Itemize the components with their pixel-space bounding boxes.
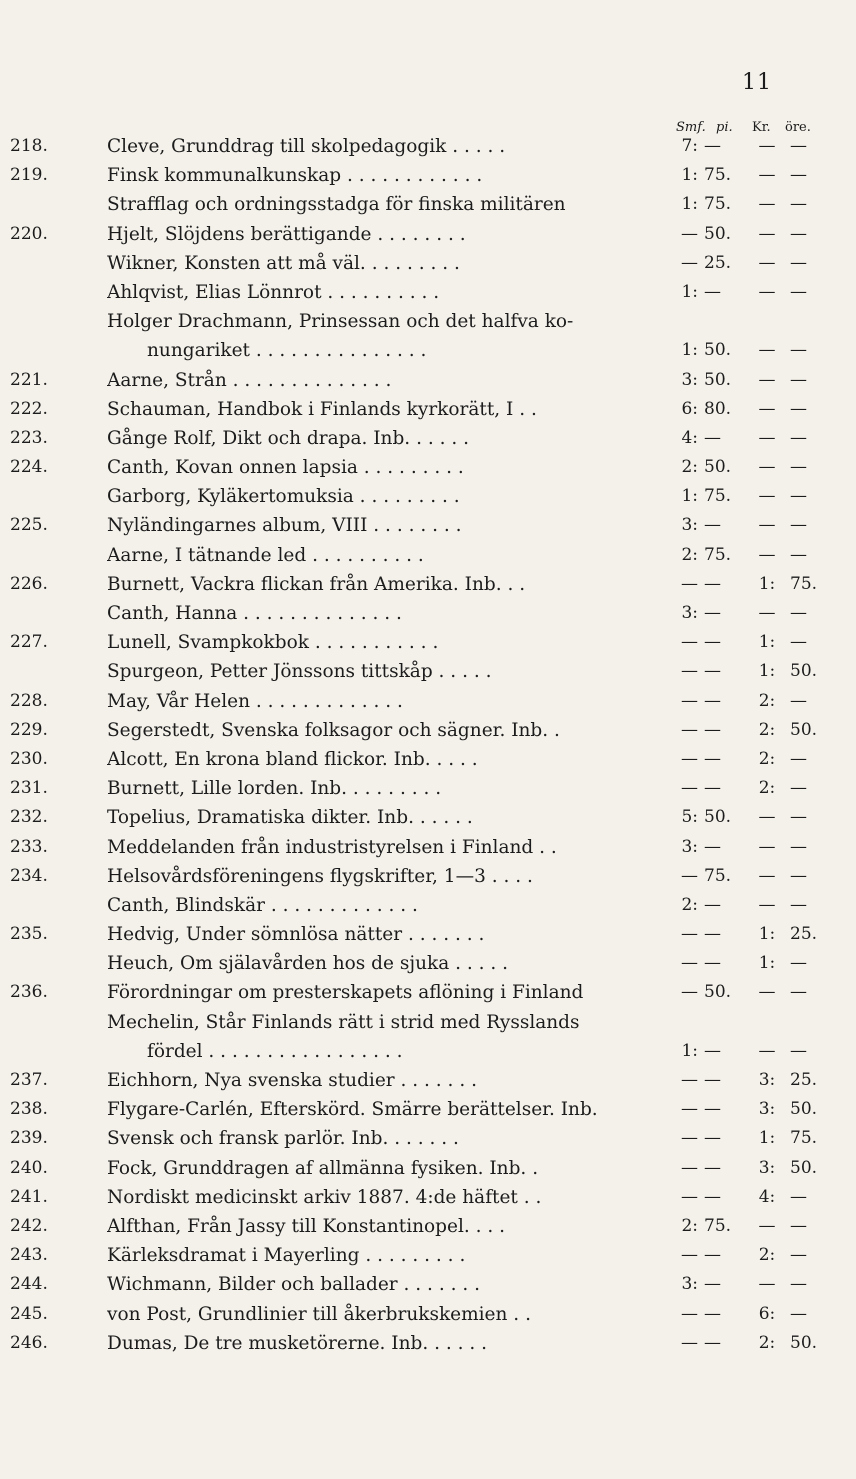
- entry-title: Wichmann, Bilder och ballader . . . . . . .: [107, 1274, 480, 1296]
- price-col-2: —: [704, 1128, 721, 1149]
- price-col-3: —: [758, 194, 776, 215]
- catalog-entry: [0, 1095, 856, 1124]
- price-col-2: —: [704, 719, 721, 740]
- catalog-entry: [0, 745, 856, 774]
- price-col-4: 50.: [790, 1157, 818, 1178]
- entry-title: Gånge Rolf, Dikt och drapa. Inb. . . . . .: [107, 427, 469, 449]
- price-col-3: —: [758, 515, 776, 536]
- price-col-1: —: [681, 1303, 698, 1324]
- price-col-1: —: [681, 953, 698, 974]
- price-col-3: 2:: [758, 748, 776, 769]
- entry-title: fördel . . . . . . . . . . . . . . . . .: [147, 1040, 403, 1062]
- price-col-4: —: [790, 836, 807, 857]
- entry-number: 225.: [10, 515, 48, 536]
- entry-title: Spurgeon, Petter Jönssons tittskåp . . . . .: [107, 661, 492, 683]
- price-col-4: —: [790, 807, 807, 828]
- entry-title: Nordiskt medicinskt arkiv 1887. 4:de häftet . .: [107, 1186, 542, 1208]
- price-col-1: 1:: [681, 1040, 698, 1061]
- price-col-3: —: [758, 865, 776, 886]
- price-col-4: —: [790, 982, 807, 1003]
- price-col-4: —: [790, 369, 807, 390]
- entry-title: Finsk kommunalkunskap . . . . . . . . . . . .: [107, 165, 483, 187]
- price-col-4: —: [790, 281, 807, 302]
- price-col-1: —: [681, 223, 698, 244]
- price-col-2: 50.: [704, 807, 732, 828]
- catalog-entry: [0, 978, 856, 1007]
- price-col-3: 1:: [758, 661, 776, 682]
- entry-title: Alcott, En krona bland flickor. Inb. . . . .: [107, 748, 478, 770]
- price-col-1: —: [681, 778, 698, 799]
- price-col-2: 75.: [704, 165, 732, 186]
- entry-title: Eichhorn, Nya svenska studier . . . . . . .: [107, 1070, 477, 1091]
- price-col-4: 75.: [790, 1128, 818, 1149]
- price-col-4: —: [790, 427, 807, 448]
- catalog-entry: [0, 657, 856, 686]
- entry-title: May, Vår Helen . . . . . . . . . . . . .: [107, 690, 403, 712]
- price-col-3: —: [758, 136, 776, 156]
- catalog-entry: [0, 1212, 856, 1241]
- entry-title: Lunell, Svampkokbok . . . . . . . . . . .: [107, 632, 439, 654]
- price-col-3: —: [758, 165, 776, 186]
- price-col-1: —: [681, 252, 698, 273]
- price-col-2: —: [704, 515, 721, 536]
- entry-number: 231.: [10, 778, 48, 799]
- price-col-2: 50.: [704, 340, 732, 361]
- price-col-3: —: [758, 398, 776, 419]
- entry-number: 233.: [10, 836, 48, 857]
- catalog-entry: [0, 1241, 856, 1270]
- entry-number: 222.: [10, 398, 48, 419]
- catalog-entry: [0, 220, 856, 249]
- price-col-3: 1:: [758, 573, 776, 594]
- price-col-2: —: [704, 778, 721, 799]
- catalog-entry: [0, 1008, 856, 1037]
- price-col-3: —: [758, 427, 776, 448]
- price-col-2: 25.: [704, 252, 732, 273]
- entry-number: 232.: [10, 807, 48, 828]
- price-col-2: —: [704, 690, 721, 711]
- entry-title: Cleve, Grunddrag till skolpedagogik . . . . .: [107, 136, 506, 157]
- price-col-1: 5:: [681, 807, 698, 828]
- entry-title: Helsovårdsföreningens flygskrifter, 1—3 . . . .: [107, 865, 533, 887]
- entry-number: 244.: [10, 1274, 48, 1295]
- price-col-1: 1:: [681, 281, 698, 302]
- price-col-4: 50.: [790, 1099, 818, 1120]
- price-col-3: —: [758, 603, 776, 623]
- price-col-3: 3:: [758, 1157, 776, 1178]
- price-col-3: —: [758, 1215, 776, 1236]
- price-col-4: —: [790, 603, 807, 623]
- price-col-2: —: [704, 1040, 721, 1061]
- price-col-4: 25.: [790, 924, 818, 945]
- price-col-2: —: [704, 1186, 721, 1207]
- catalog-entry: [0, 1066, 856, 1095]
- price-col-4: —: [790, 894, 807, 915]
- price-col-2: 50.: [704, 223, 732, 244]
- catalog-entry: [0, 716, 856, 745]
- price-col-4: —: [790, 1215, 807, 1236]
- price-col-1: 2:: [681, 1215, 698, 1236]
- catalog-entry: [0, 803, 856, 832]
- entry-title: Svensk och fransk parlör. Inb. . . . . . .: [107, 1128, 459, 1150]
- price-col-1: 7:: [681, 136, 698, 156]
- price-col-2: —: [704, 894, 721, 915]
- price-col-4: —: [790, 165, 807, 186]
- price-col-2: 50.: [704, 457, 732, 478]
- entry-number: 235.: [10, 924, 48, 945]
- price-col-1: 3:: [681, 369, 698, 390]
- price-col-1: —: [681, 1332, 698, 1353]
- entry-number: 237.: [10, 1070, 48, 1090]
- catalog-entry: [0, 424, 856, 453]
- catalog-entry: [0, 366, 856, 395]
- price-col-2: —: [704, 1274, 721, 1295]
- price-col-3: —: [758, 252, 776, 273]
- catalog-entry: [0, 190, 856, 219]
- price-col-4: —: [790, 865, 807, 886]
- price-col-4: —: [790, 223, 807, 244]
- price-col-3: 6:: [758, 1303, 776, 1324]
- price-col-4: —: [790, 1303, 807, 1324]
- catalog-entry: [0, 161, 856, 190]
- price-col-4: —: [790, 398, 807, 419]
- entry-title: Dumas, De tre musketörerne. Inb. . . . . .: [107, 1332, 488, 1354]
- catalog-entry: [0, 307, 856, 336]
- column-header-smf: Smf.: [676, 120, 706, 135]
- entry-number: 219.: [10, 165, 48, 186]
- price-col-1: —: [681, 632, 698, 653]
- price-col-1: —: [681, 748, 698, 769]
- price-col-2: —: [704, 748, 721, 769]
- entry-number: 240.: [10, 1157, 48, 1178]
- catalog-entry: [0, 1037, 856, 1066]
- catalog-entry: [0, 541, 856, 570]
- catalog-entry: [0, 278, 856, 307]
- entry-title: Förordningar om presterskapets aflöning i Finland: [107, 982, 584, 1004]
- price-col-2: 75.: [704, 1215, 732, 1236]
- entry-title: Strafflag och ordningsstadga för finska militären: [107, 194, 566, 216]
- page-number: 11: [742, 70, 772, 95]
- entry-number: 226.: [10, 573, 48, 594]
- entry-title: Burnett, Vackra flickan från Amerika. Inb. . .: [107, 573, 526, 595]
- entry-number: 227.: [10, 632, 48, 653]
- price-col-4: 75.: [790, 573, 818, 594]
- entry-title: Kärleksdramat i Mayerling . . . . . . . . .: [107, 1245, 466, 1267]
- price-col-1: —: [681, 865, 698, 886]
- price-col-3: 3:: [758, 1070, 776, 1090]
- price-col-2: 80.: [704, 398, 732, 419]
- price-col-1: —: [681, 1245, 698, 1266]
- price-col-3: 1:: [758, 1128, 776, 1149]
- entry-number: 245.: [10, 1303, 48, 1324]
- price-col-4: —: [790, 1274, 807, 1295]
- price-col-2: 75.: [704, 544, 732, 565]
- entry-title: nungariket . . . . . . . . . . . . . . .: [147, 340, 427, 362]
- catalog-entry: [0, 687, 856, 716]
- price-col-3: —: [758, 340, 776, 361]
- price-col-1: 3:: [681, 603, 698, 623]
- price-col-2: —: [704, 427, 721, 448]
- price-col-4: —: [790, 515, 807, 536]
- entry-title: Garborg, Kyläkertomuksia . . . . . . . . .: [107, 486, 460, 508]
- entry-title: Canth, Hanna . . . . . . . . . . . . . .: [107, 603, 402, 624]
- price-col-3: —: [758, 1274, 776, 1295]
- price-col-3: —: [758, 807, 776, 828]
- catalog-entries: [0, 132, 856, 1358]
- entry-title: Canth, Kovan onnen lapsia . . . . . . . . .: [107, 457, 464, 479]
- price-col-1: —: [681, 982, 698, 1003]
- price-col-3: —: [758, 486, 776, 507]
- price-col-2: —: [704, 836, 721, 857]
- price-col-2: —: [704, 924, 721, 945]
- entry-title: Hjelt, Slöjdens berättigande . . . . . . . .: [107, 223, 466, 245]
- entry-title: Meddelanden från industristyrelsen i Finland . .: [107, 836, 557, 858]
- entry-number: 234.: [10, 865, 48, 886]
- price-col-2: —: [704, 1157, 721, 1178]
- price-col-2: 75.: [704, 194, 732, 215]
- entry-title: Mechelin, Står Finlands rätt i strid med Rysslands: [107, 1011, 580, 1033]
- catalog-entry: [0, 891, 856, 920]
- price-col-3: 2:: [758, 1245, 776, 1266]
- price-col-2: —: [704, 1245, 721, 1266]
- price-col-3: 2:: [758, 690, 776, 711]
- price-col-2: 75.: [704, 865, 732, 886]
- price-col-1: —: [681, 719, 698, 740]
- entry-title: Burnett, Lille lorden. Inb. . . . . . . . .: [107, 778, 442, 800]
- entry-title: Heuch, Om själavården hos de sjuka . . . . .: [107, 953, 509, 975]
- catalog-entry: [0, 453, 856, 482]
- price-col-1: 1:: [681, 340, 698, 361]
- entry-title: Segerstedt, Svenska folksagor och sägner. Inb. .: [107, 719, 560, 741]
- price-col-2: 50.: [704, 982, 732, 1003]
- price-col-3: —: [758, 894, 776, 915]
- entry-number: 223.: [10, 427, 48, 448]
- price-col-2: —: [704, 953, 721, 974]
- price-col-2: —: [704, 1070, 721, 1090]
- entry-title: Aarne, Strån . . . . . . . . . . . . . .: [107, 369, 392, 391]
- catalog-entry: [0, 511, 856, 540]
- catalog-entry: [0, 570, 856, 599]
- price-col-1: 2:: [681, 894, 698, 915]
- catalog-entry: [0, 1329, 856, 1358]
- price-col-1: —: [681, 1186, 698, 1207]
- catalog-entry: [0, 482, 856, 511]
- price-col-4: —: [790, 632, 807, 653]
- price-col-2: 75.: [704, 486, 732, 507]
- price-col-1: —: [681, 1070, 698, 1090]
- price-col-4: —: [790, 778, 807, 799]
- entry-title: Topelius, Dramatiska dikter. Inb. . . . . .: [107, 807, 473, 829]
- entry-number: 246.: [10, 1332, 48, 1353]
- entry-title: Canth, Blindskär . . . . . . . . . . . . .: [107, 894, 418, 916]
- price-col-3: 1:: [758, 924, 776, 945]
- catalog-entry: [0, 1270, 856, 1299]
- entry-number: 218.: [10, 136, 48, 156]
- price-col-4: —: [790, 136, 807, 156]
- entry-number: 238.: [10, 1099, 48, 1120]
- price-col-4: —: [790, 457, 807, 478]
- price-col-2: —: [704, 1303, 721, 1324]
- entry-title: Holger Drachmann, Prinsessan och det halfva ko-: [107, 311, 574, 333]
- entry-title: von Post, Grundlinier till åkerbrukskemien . .: [107, 1303, 531, 1325]
- price-col-1: 1:: [681, 165, 698, 186]
- catalog-entry: [0, 395, 856, 424]
- entry-number: 229.: [10, 719, 48, 740]
- price-col-3: —: [758, 1040, 776, 1061]
- price-col-1: 6:: [681, 398, 698, 419]
- price-col-4: —: [790, 544, 807, 565]
- price-col-4: —: [790, 1040, 807, 1061]
- price-col-4: 50.: [790, 661, 818, 682]
- column-header-pi: pi.: [716, 120, 733, 135]
- price-col-3: 4:: [758, 1186, 776, 1207]
- price-col-4: 50.: [790, 1332, 818, 1353]
- price-col-4: 25.: [790, 1070, 818, 1090]
- entry-title: Fock, Grunddragen af allmänna fysiken. Inb. .: [107, 1157, 539, 1179]
- price-col-4: —: [790, 252, 807, 273]
- price-col-3: —: [758, 836, 776, 857]
- catalog-entry: [0, 920, 856, 949]
- entry-number: 242.: [10, 1215, 48, 1236]
- price-col-1: 3:: [681, 1274, 698, 1295]
- entry-number: 224.: [10, 457, 48, 478]
- catalog-entry: [0, 1154, 856, 1183]
- price-col-3: 2:: [758, 1332, 776, 1353]
- price-col-2: 50.: [704, 369, 732, 390]
- price-col-2: —: [704, 573, 721, 594]
- price-col-2: —: [704, 281, 721, 302]
- price-col-4: —: [790, 1186, 807, 1207]
- price-col-1: —: [681, 1099, 698, 1120]
- entry-number: 241.: [10, 1186, 48, 1207]
- catalog-entry: [0, 1300, 856, 1329]
- catalog-entry: [0, 774, 856, 803]
- price-col-1: —: [681, 661, 698, 682]
- entry-title: Nyländingarnes album, VIII . . . . . . . .: [107, 515, 462, 537]
- price-col-3: —: [758, 369, 776, 390]
- price-col-1: —: [681, 690, 698, 711]
- price-col-1: —: [681, 573, 698, 594]
- entry-title: Hedvig, Under sömnlösa nätter . . . . . . .: [107, 924, 485, 946]
- catalog-entry: [0, 833, 856, 862]
- price-col-3: —: [758, 982, 776, 1003]
- price-col-1: —: [681, 924, 698, 945]
- catalog-entry: [0, 628, 856, 657]
- price-col-4: —: [790, 1245, 807, 1266]
- price-col-2: —: [704, 661, 721, 682]
- entry-number: 239.: [10, 1128, 48, 1149]
- price-col-1: 2:: [681, 544, 698, 565]
- price-col-4: —: [790, 486, 807, 507]
- catalog-entry: [0, 949, 856, 978]
- entry-number: 220.: [10, 223, 48, 244]
- entry-number: 236.: [10, 982, 48, 1003]
- catalog-entry: [0, 249, 856, 278]
- price-col-3: —: [758, 281, 776, 302]
- price-col-4: —: [790, 690, 807, 711]
- catalog-entry: [0, 1124, 856, 1153]
- price-col-2: —: [704, 632, 721, 653]
- entry-title: Ahlqvist, Elias Lönnrot . . . . . . . . . .: [107, 281, 440, 303]
- price-col-1: —: [681, 1157, 698, 1178]
- entry-number: 221.: [10, 369, 48, 390]
- price-col-2: —: [704, 1332, 721, 1353]
- entry-title: Flygare-Carlén, Efterskörd. Smärre berättelser. Inb.: [107, 1099, 598, 1121]
- price-col-1: —: [681, 1128, 698, 1149]
- entry-title: Alfthan, Från Jassy till Konstantinopel. . . .: [107, 1215, 506, 1237]
- price-col-1: 3:: [681, 836, 698, 857]
- catalog-entry: [0, 862, 856, 891]
- column-header-kr: Kr.: [752, 120, 771, 135]
- price-col-1: 2:: [681, 457, 698, 478]
- catalog-entry: [0, 1183, 856, 1212]
- price-col-3: —: [758, 457, 776, 478]
- entry-number: 228.: [10, 690, 48, 711]
- entry-title: Aarne, I tätnande led . . . . . . . . . .: [107, 544, 424, 566]
- price-col-3: 1:: [758, 953, 776, 974]
- entry-title: Schauman, Handbok i Finlands kyrkorätt, I . .: [107, 398, 537, 420]
- price-col-1: 1:: [681, 486, 698, 507]
- price-col-2: —: [704, 1099, 721, 1120]
- price-col-2: —: [704, 603, 721, 623]
- catalog-entry: [0, 132, 856, 161]
- price-col-4: —: [790, 748, 807, 769]
- price-col-4: —: [790, 194, 807, 215]
- price-col-3: 3:: [758, 1099, 776, 1120]
- price-col-1: 1:: [681, 194, 698, 215]
- entry-number: 230.: [10, 748, 48, 769]
- price-col-3: 2:: [758, 719, 776, 740]
- price-col-1: 4:: [681, 427, 698, 448]
- catalog-entry: [0, 336, 856, 365]
- price-col-3: —: [758, 223, 776, 244]
- entry-title: Wikner, Konsten att må väl. . . . . . . . .: [107, 252, 460, 274]
- price-col-1: 3:: [681, 515, 698, 536]
- price-col-3: 2:: [758, 778, 776, 799]
- price-col-4: —: [790, 953, 807, 974]
- price-col-3: —: [758, 544, 776, 565]
- price-col-3: 1:: [758, 632, 776, 653]
- catalog-entry: [0, 599, 856, 628]
- column-header-ore: öre.: [785, 120, 811, 135]
- price-col-2: —: [704, 136, 721, 156]
- price-col-4: 50.: [790, 719, 818, 740]
- entry-number: 243.: [10, 1245, 48, 1266]
- price-col-4: —: [790, 340, 807, 361]
